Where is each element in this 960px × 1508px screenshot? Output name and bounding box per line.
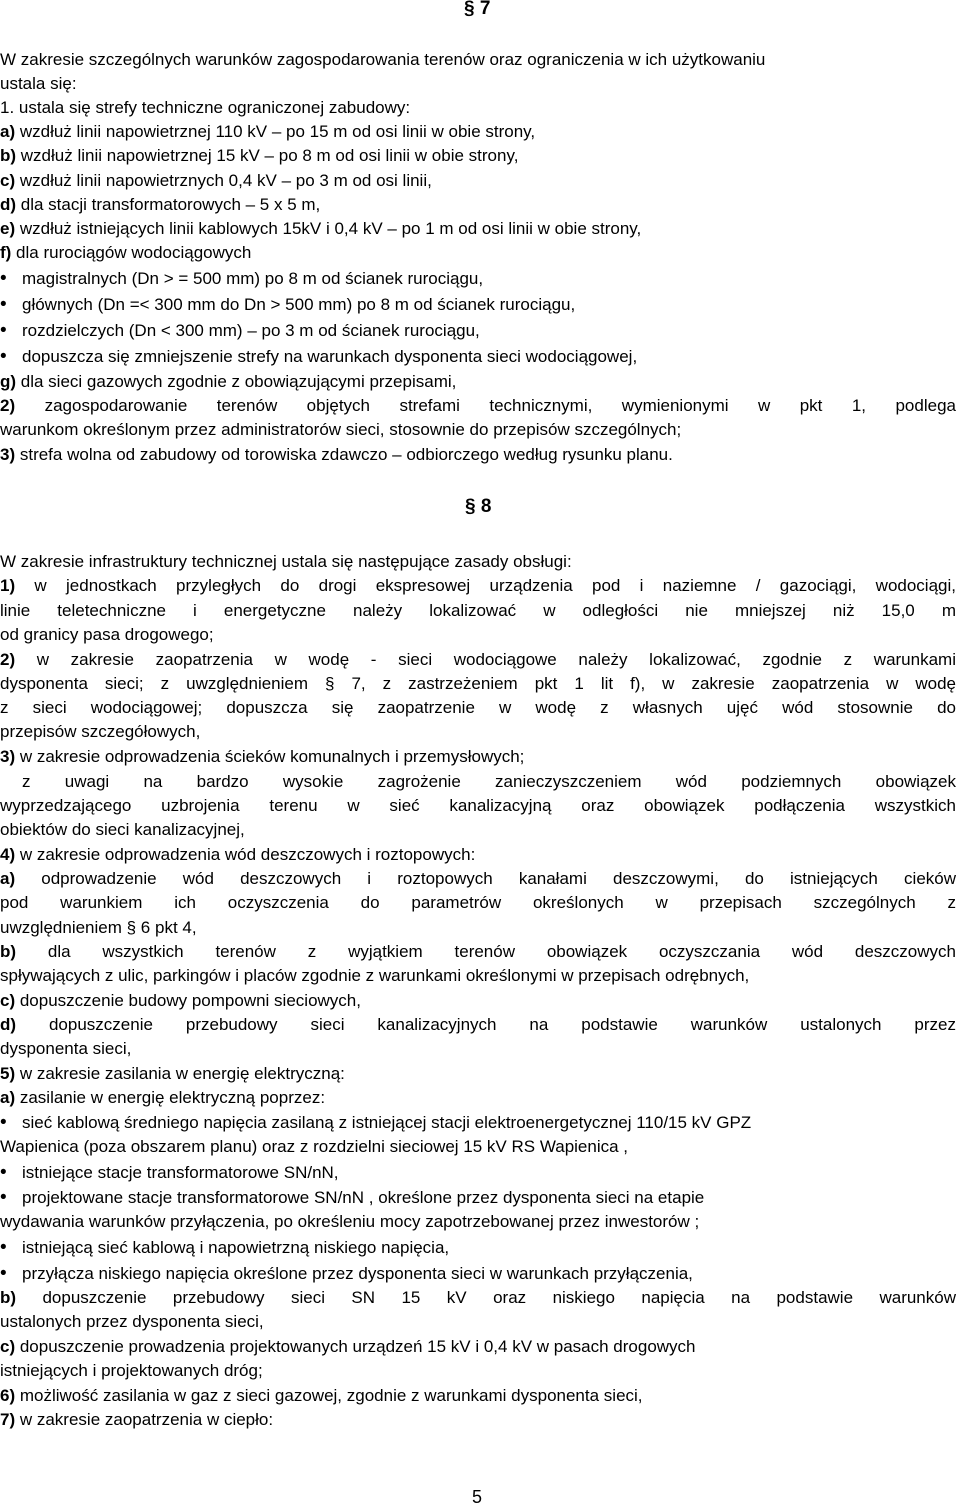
- s7-item-e: e) wzdłuż istniejących linii kablowych 15kV i 0,4 kV – po 1 m od osi linii w obie strony,: [0, 219, 642, 238]
- s8-point-4: 4) w zakresie odprowadzenia wód deszczowych i roztopowych:: [0, 845, 476, 864]
- page-number: 5: [472, 1487, 483, 1507]
- s7-point-2-line-2: warunkom określonym przez administratorów sieci, stosownie do przepisów szczególnych;: [0, 420, 682, 439]
- s8-point-2-line-1: 2) w zakresie zaopatrzenia w wodę - sieci wodociągowe należy lokalizować, zgodnie z warunkami: [0, 650, 956, 669]
- s8-point-5c-line-2: istniejących i projektowanych dróg;: [0, 1361, 263, 1380]
- s7-item-c: c) wzdłuż linii napowietrznych 0,4 kV – po 3 m od osi linii,: [0, 171, 432, 190]
- s8-point-2-line-2: dysponenta sieci; z uwzględnieniem § 7, z zastrzeżeniem pkt 1 lit f), w zakresie zaopatrzenia w wodę: [0, 674, 956, 693]
- s7-bullet-glownych: • głównych (Dn =< 300 mm do Dn > 500 mm) po 8 m od ścianek rurociągu,: [22, 294, 575, 316]
- s8-point-6: 6) możliwość zasilania w gaz z sieci gazowej, zgodnie z warunkami dysponenta sieci,: [0, 1386, 643, 1405]
- s8-point-3-bullet-line-2: wyprzedzającego uzbrojenia terenu w sieć kanalizacyjną oraz obowiązek podłączenia wszystkich: [0, 796, 956, 815]
- s8-bullet-projektowane-line-1: • projektowane stacje transformatorowe SN/nN , określone przez dysponenta sieci na etapie: [22, 1187, 704, 1209]
- section-7-heading: § 7: [464, 0, 491, 19]
- s7-point-1: 1. ustala się strefy techniczne ograniczonej zabudowy:: [0, 98, 411, 117]
- s7-bullet-magistralnych: • magistralnych (Dn > = 500 mm) po 8 m od ścianek rurociągu,: [22, 268, 483, 290]
- s8-bullet-projektowane-line-2: wydawania warunków przyłączenia, po określeniu mocy zapotrzebowanej przez inwestorów ;: [0, 1212, 700, 1231]
- s7-intro-line-1: W zakresie szczególnych warunków zagospodarowania terenów oraz ograniczenia w ich użytkowaniu: [0, 50, 766, 69]
- s8-bullet-istniejace-stacje: • istniejące stacje transformatorowe SN/nN,: [22, 1162, 339, 1184]
- s7-bullet-dopuszcza: • dopuszcza się zmniejszenie strefy na warunkach dysponenta sieci wodociągowej,: [22, 346, 637, 368]
- s8-point-4d-line-2: dysponenta sieci,: [0, 1039, 132, 1058]
- s7-item-a: a) wzdłuż linii napowietrznej 110 kV – po 15 m od osi linii w obie strony,: [0, 122, 536, 141]
- s8-point-3-bullet-line-1: • z uwagi na bardzo wysokie zagrożenie zanieczyszczeniem wód podziemnych obowiązek: [22, 771, 956, 793]
- s8-point-5b-line-2: ustalonych przez dysponenta sieci,: [0, 1312, 264, 1331]
- s7-item-g: g) dla sieci gazowych zgodnie z obowiązującymi przepisami,: [0, 372, 457, 391]
- s8-point-1-line-2: linie teletechniczne i energetyczne należy lokalizować w odległości nie mniejszej niż 15,0 m: [0, 601, 956, 620]
- s8-point-2-line-4: przepisów szczegółowych,: [0, 722, 201, 741]
- s8-point-1-line-3: od granicy pasa drogowego;: [0, 625, 214, 644]
- s8-point-5: 5) w zakresie zasilania w energię elektryczną:: [0, 1064, 345, 1083]
- s8-point-3-bullet-line-3: obiektów do sieci kanalizacyjnej,: [0, 820, 245, 839]
- s8-point-4d-line-1: d) dopuszczenie przebudowy sieci kanalizacyjnych na podstawie warunków ustalonych przez: [0, 1015, 956, 1034]
- s7-point-2-line-1: 2) zagospodarowanie terenów objętych strefami technicznymi, wymienionymi w pkt 1, podlega: [0, 396, 956, 415]
- s8-point-2-line-3: z sieci wodociągowej; dopuszcza się zaopatrzenie w wodę z własnych ujęć wód stosownie do: [0, 698, 956, 717]
- s8-point-4a-line-3: uwzględnieniem § 6 pkt 4,: [0, 918, 197, 937]
- s8-point-3: 3) w zakresie odprowadzenia ścieków komunalnych i przemysłowych;: [0, 747, 525, 766]
- section-8-heading: § 8: [465, 496, 492, 517]
- s8-point-4a-line-2: pod warunkiem ich oczyszczenia do parametrów określonych w przepisach szczególnych z: [0, 893, 956, 912]
- s8-point-4a-line-1: a) odprowadzenie wód deszczowych i roztopowych kanałami deszczowymi, do istniejących cieków: [0, 869, 956, 888]
- s7-item-f: f) dla rurociągów wodociągowych: [0, 243, 252, 262]
- s7-bullet-rozdzielczych: • rozdzielczych (Dn < 300 mm) – po 3 m od ścianek rurociągu,: [22, 320, 480, 342]
- s8-bullet-siec-kablowa-line-1: • sieć kablową średniego napięcia zasilaną z istniejącej stacji elektroenergetycznej 110/15 kV GPZ: [22, 1112, 751, 1134]
- s8-point-5b-line-1: b) dopuszczenie przebudowy sieci SN 15 kV oraz niskiego napięcia na podstawie warunków: [0, 1288, 956, 1307]
- s8-intro: W zakresie infrastruktury technicznej ustala się następujące zasady obsługi:: [0, 552, 572, 571]
- s8-bullet-siec-kablowa-line-2: Wapienica (poza obszarem planu) oraz z rozdzielni sieciowej 15 kV RS Wapienica ,: [0, 1137, 629, 1156]
- s7-point-3: 3) strefa wolna od zabudowy od torowiska zdawczo – odbiorczego według rysunku planu.: [0, 445, 673, 464]
- s7-intro-line-2: ustala się:: [0, 74, 77, 93]
- s8-point-4c: c) dopuszczenie budowy pompowni sieciowych,: [0, 991, 361, 1010]
- s8-point-5a: a) zasilanie w energię elektryczną poprzez:: [0, 1088, 326, 1107]
- s8-point-4b-line-2: spływających z ulic, parkingów i placów zgodnie z warunkami określonymi w przepisach odrębnych,: [0, 966, 750, 985]
- s8-point-7: 7) w zakresie zaopatrzenia w ciepło:: [0, 1410, 274, 1429]
- s8-point-4b-line-1: b) dla wszystkich terenów z wyjątkiem terenów obowiązek oczyszczania wód deszczowych: [0, 942, 956, 961]
- s8-bullet-istniejaca-siec: • istniejącą sieć kablową i napowietrzną niskiego napięcia,: [22, 1237, 449, 1259]
- s7-item-b: b) wzdłuż linii napowietrznej 15 kV – po 8 m od osi linii w obie strony,: [0, 146, 519, 165]
- s8-bullet-przylacza: • przyłącza niskiego napięcia określone przez dysponenta sieci w warunkach przyłączenia,: [22, 1263, 693, 1285]
- s7-item-d: d) dla stacji transformatorowych – 5 x 5 m,: [0, 195, 321, 214]
- s8-point-1-line-1: 1) w jednostkach przyległych do drogi ekspresowej urządzenia pod i naziemne / gazociągi, wodociągi,: [0, 576, 956, 595]
- s8-point-5c-line-1: c) dopuszczenie prowadzenia projektowanych urządzeń 15 kV i 0,4 kV w pasach drogowych: [0, 1337, 696, 1356]
